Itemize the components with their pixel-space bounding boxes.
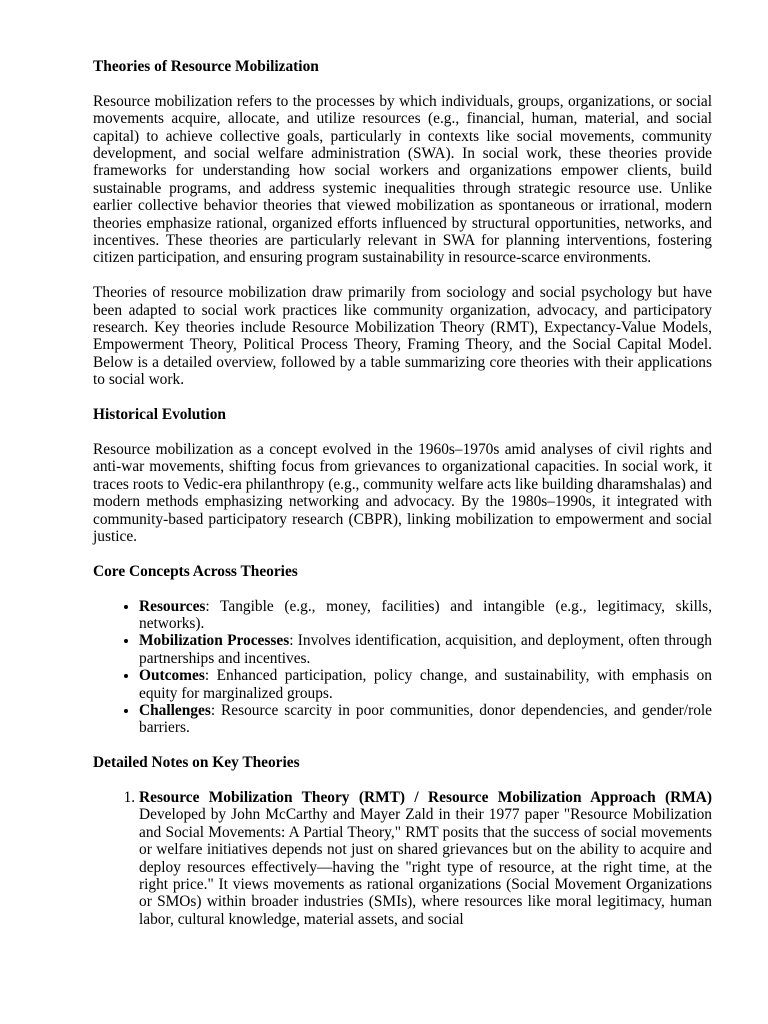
list-item (139, 598, 712, 633)
list-item-desc: : Resource scarcity in poor communities, donor dependencies, and gender/role barriers. (139, 701, 712, 737)
historical-paragraph: Resource mobilization as a concept evolved in the 1960s–1970s amid analyses of civil rights and anti-war movements, shifting focus from grievances to organizational capacities. In social work, it traces roots to Vedic-era philanthropy (e.g., community welfare acts like building dharamshalas) and modern methods emphasizing networking and advocacy. By the 1980s–1990s, it integrated with community-based participatory research (CBPR), linking mobilization to empowerment and social justice. (93, 440, 712, 545)
list-item-term: Mobilization Processes (139, 632, 290, 650)
intro-paragraph-2: Theories of resource mobilization draw primarily from sociology and social psychology but have been adapted to social work practices like community organization, advocacy, and participatory research. Key theories include Resource Mobilization Theory (RMT), Expectancy-Value Models, Empowerment Theory, Political Process Theory, Framing Theory, and the Social Capital Model. Below is a detailed overview, followed by a table summarizing core theories with their applications to social work. (93, 284, 712, 389)
key-theories-list (93, 789, 712, 928)
list-item-desc: : Involves identification, acquisition, and deployment, often through partnerships and incentives. (139, 632, 712, 667)
theory-text: Developed by John McCarthy and Mayer Zald in their 1977 paper "Resource Mobilization and Social Movements: A Partial Theory," RMT posits that the success of social movements or welfare initiatives depends not just on shared grievances but on the ability to acquire and deploy resources effectively—having the "right type of resource, at the right time, at the right price." It views movements as rational organizations (Social Movement Organizations or SMOs) within broader industries (SMIs), where resources like moral legitimacy, human labor, cultural knowledge, material assets, and social (139, 806, 712, 928)
core-concepts-list (93, 598, 712, 737)
core-heading: Core Concepts Across Theories (93, 562, 298, 580)
list-item-term: Outcomes (139, 667, 205, 685)
intro-paragraph-1: Resource mobilization refers to the processes by which individuals, groups, organizations, or social movements acquire, allocate, and utilize resources (e.g., financial, human, material, and social capital) to achieve collective goals, particularly in contexts like social movements, community development, and social welfare administration (SWA). In social work, these theories provide frameworks for understanding how social workers and organizations empower clients, build sustainable programs, and address systemic inequalities through strategic resource use. Unlike earlier collective behavior theories that viewed mobilization as spontaneous or irrational, modern theories emphasize rational, organized efforts influenced by structural opportunities, networks, and incentives. These theories are particularly relevant in SWA for planning interventions, fostering citizen participation, and ensuring program sustainability in resource-scarce environments. (93, 92, 712, 267)
list-item (139, 702, 712, 737)
theory-title: Resource Mobilization Theory (RMT) / Resource Mobilization Approach (RMA) (139, 788, 712, 806)
document-title: Theories of Resource Mobilization (93, 58, 319, 75)
list-item (139, 789, 712, 928)
list-item (139, 667, 712, 702)
historical-heading: Historical Evolution (93, 406, 226, 424)
list-item-term: Challenges (139, 701, 211, 719)
list-item (139, 632, 712, 667)
detailed-heading: Detailed Notes on Key Theories (93, 754, 300, 772)
list-item-desc: : Tangible (e.g., money, facilities) and intangible (e.g., legitimacy, skills, networks). (139, 597, 712, 632)
list-item-term: Resources (139, 597, 206, 615)
list-item-desc: : Enhanced participation, policy change, and sustainability, with emphasis on equity for marginalized groups. (139, 667, 712, 702)
document-page (93, 58, 712, 946)
